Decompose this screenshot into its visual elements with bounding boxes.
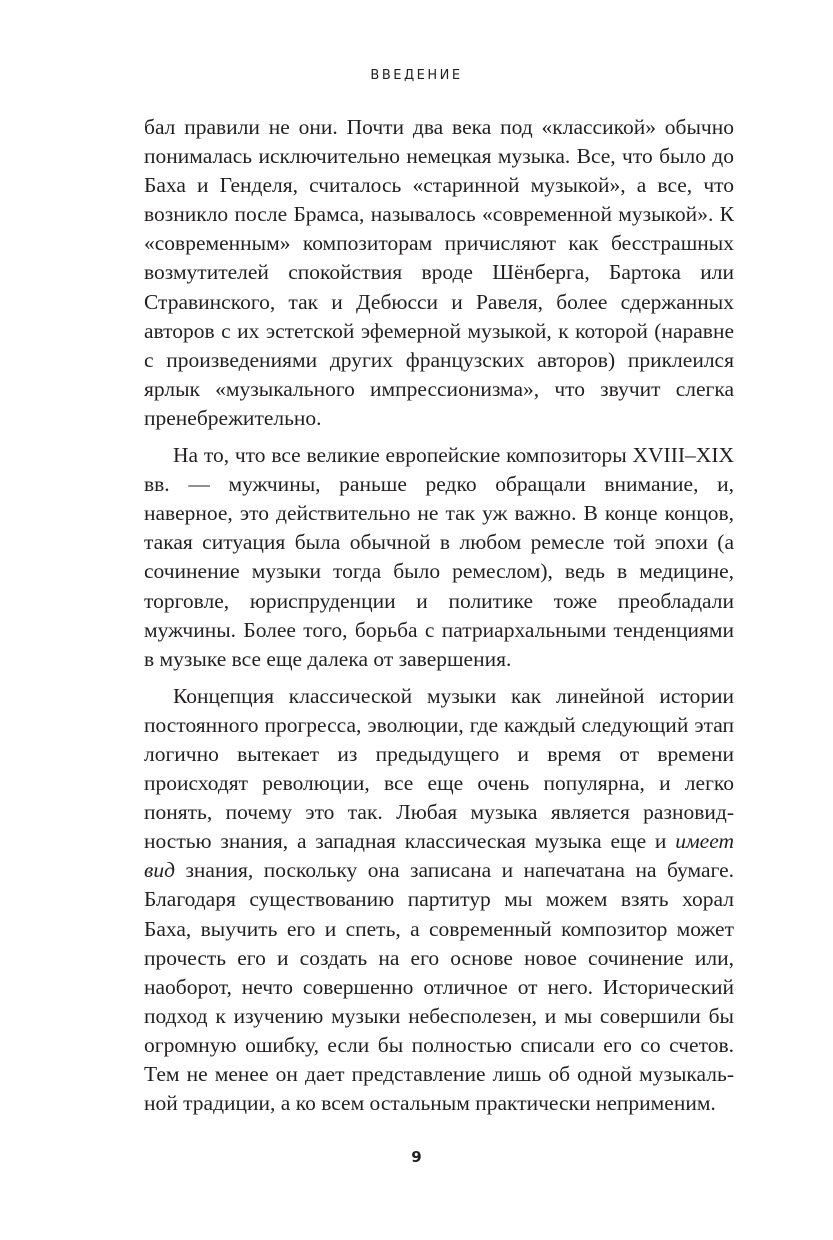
paragraph-3-italic: имеет вид	[144, 829, 734, 883]
running-head: ВВЕДЕНИЕ	[370, 68, 463, 83]
paragraph-3-text-start: Концепция классической музыки как линейной истории постоянного прогресса, эволюции, где каждый следующий этап логично вытекает из предыдущего и время от времени происходят революции, все еще очень популярна, и легко понять, почему это так. Любая музыка является разновидностью знания, а западная классическая музыка еще и	[144, 683, 734, 854]
paragraph-3	[144, 682, 734, 1118]
paragraph-3-text-end: знания, поскольку она записана и напечатана на бумаге. Благодаря существованию партитур мы можем взять хорал Баха, выучить его и спеть, а современный композитор может прочесть его и создать на его основе новое сочинение или, наоборот, нечто совершенно отличное от него. Исторический подход к изучению музыки небесполезен, и мы совершили бы огромную ошибку, если бы полностью списали его со счетов. Тем не менее он дает представление лишь об одной музыкальной традиции, а ко всем остальным практически неприменим.	[144, 858, 734, 1116]
page-number: 9	[411, 1148, 422, 1166]
paragraph-2: На то, что все великие европейские композиторы XVIII–XIX вв. — мужчины, раньше редко обращали внимание, и, наверное, это действительно не так уж важно. В конце концов, такая ситуация была обычной в любом ремесле той эпохи (а сочинение музыки тогда было ремеслом), ведь в медицине, торговле, юриспруденции и политике тоже преобладали мужчины. Более того, борьба с патриархальными тенденциями в музыке все еще далека от завершения.	[144, 443, 734, 671]
paragraph-1: бал правили не они. Почти два века под «классикой» обычно понималась исключительно немецкая музыка. Все, что было до Баха и Генделя, считалось «старинной музыкой», а все, что возникло после Брамса, называлось «современной музыкой». К «современным» композиторам причисляют как бесстрашных возмутителей спокойствия вроде Шёнберга, Бартока или Стравинского, так и Дебюсси и Равеля, более сдержанных авторов с их эстетской эфемерной музыкой, к которой (наравне с произведениями других французских авторов) приклеился ярлык «музыкального импрессионизма», что звучит слегка пренебрежительно.	[144, 115, 734, 430]
body-text	[144, 113, 734, 1118]
